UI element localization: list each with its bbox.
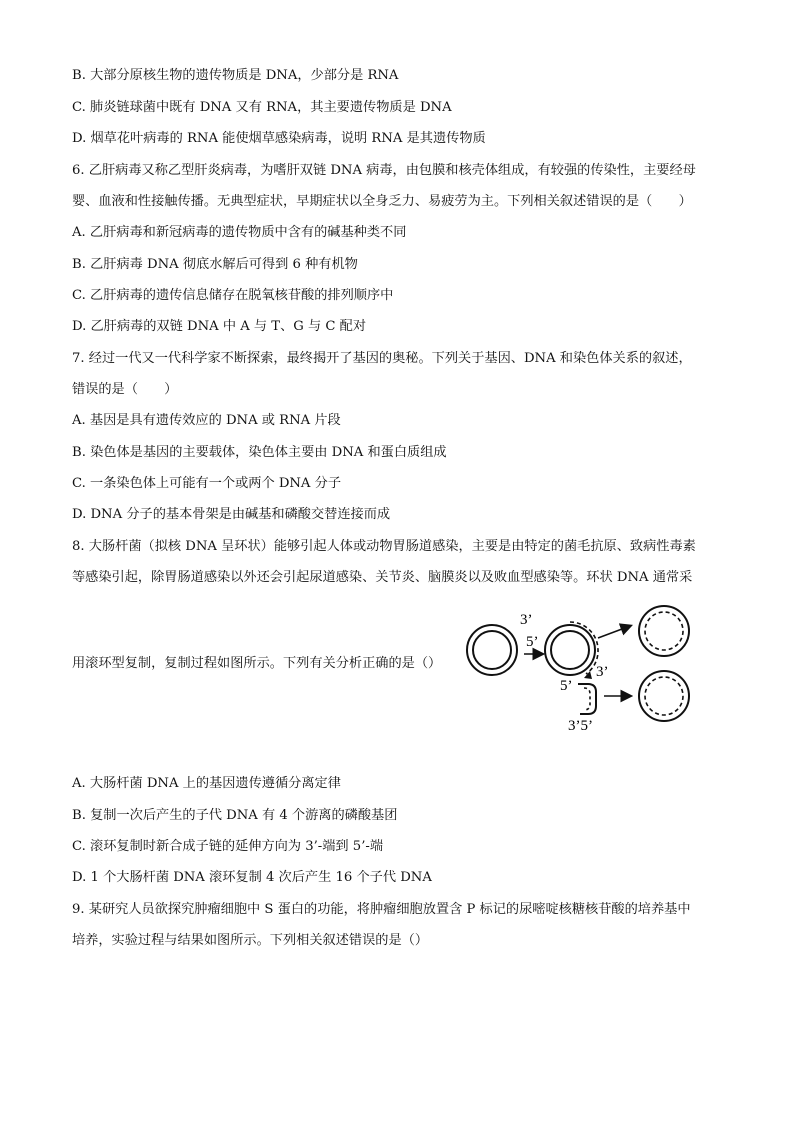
question-7-stem-2: 错误的是（ ） — [72, 382, 178, 397]
option-5d: D. 烟草花叶病毒的 RNA 能使烟草感染病毒，说明 RNA 是其遗传物质 — [72, 131, 486, 146]
option-8b: B. 复制一次后产生的子代 DNA 有 4 个游离的磷酸基团 — [72, 808, 398, 823]
question-8-stem-1: 8. 大肠杆菌（拟核 DNA 呈环状）能够引起人体或动物胃肠道感染，主要是由特定的菌毛抗原、致病性毒素 — [72, 539, 696, 554]
replicating-dna-circle — [545, 622, 598, 679]
option-7d: D. DNA 分子的基本骨架是由碱基和磷酸交替连接而成 — [72, 507, 391, 522]
question-8-stem-3: 用滚环型复制，复制过程如图所示。下列有关分析正确的是（） — [72, 656, 442, 671]
option-6b: B. 乙肝病毒 DNA 彻底水解后可得到 6 种有机物 — [72, 257, 358, 272]
rolling-circle-replication-diagram — [462, 598, 712, 738]
option-8d: D. 1 个大肠杆菌 DNA 滚环复制 4 次后产生 16 个子代 DNA — [72, 870, 432, 885]
daughter-dna-circle-2 — [639, 671, 689, 721]
option-6d: D. 乙肝病毒的双链 DNA 中 A 与 T、G 与 C 配对 — [72, 319, 367, 334]
option-8a: A. 大肠杆菌 DNA 上的基因遗传遵循分离定律 — [72, 776, 341, 791]
arrow-2 — [598, 626, 630, 638]
question-7-stem-1: 7. 经过一代又一代科学家不断探索，最终揭开了基因的奥秘。下列关于基因、DNA 和染色体关系的叙述， — [72, 351, 692, 366]
option-5b: B. 大部分原核生物的遗传物质是 DNA，少部分是 RNA — [72, 68, 399, 83]
option-7c: C. 一条染色体上可能有一个或两个 DNA 分子 — [72, 476, 342, 491]
question-6-stem-1: 6. 乙肝病毒又称乙型肝炎病毒，为嗜肝双链 DNA 病毒，由包膜和核壳体组成，有较强的传染性，主要经母 — [72, 163, 696, 178]
option-5c: C. 肺炎链球菌中既有 DNA 又有 RNA，其主要遗传物质是 DNA — [72, 100, 452, 115]
option-7a: A. 基因是具有遗传效应的 DNA 或 RNA 片段 — [72, 413, 341, 428]
label-3prime-mid: 3’ — [596, 664, 609, 680]
option-7b: B. 染色体是基因的主要载体，染色体主要由 DNA 和蛋白质组成 — [72, 445, 447, 460]
option-6c: C. 乙肝病毒的遗传信息储存在脱氧核苷酸的排列顺序中 — [72, 288, 394, 303]
question-8-stem-2: 等感染引起，除胃肠道感染以外还会引起尿道感染、关节炎、脑膜炎以及败血型感染等。环状 DNA 通常采 — [72, 570, 693, 585]
question-9-stem-2: 培养，实验过程与结果如图所示。下列相关叙述错误的是（） — [72, 933, 429, 948]
parent-dna-circle — [467, 625, 517, 675]
question-9-stem-1: 9. 某研究人员欲探究肿瘤细胞中 S 蛋白的功能，将肿瘤细胞放置含 P 标记的尿嘧啶核糖核苷酸的培养基中 — [72, 902, 691, 917]
option-6a: A. 乙肝病毒和新冠病毒的遗传物质中含有的碱基种类不同 — [72, 225, 407, 240]
question-6-stem-2: 婴、血液和性接触传播。无典型症状，早期症状以全身乏力、易疲劳为主。下列相关叙述错误的是（ ） — [72, 194, 692, 209]
label-3prime-top: 3’ — [520, 612, 533, 628]
label-5prime-top: 5’ — [526, 634, 539, 650]
label-3prime-5prime-bottom: 3’5’ — [568, 718, 593, 734]
label-5prime-strand: 5’ — [560, 678, 573, 694]
daughter-dna-circle-1 — [639, 606, 689, 656]
option-8c: C. 滚环复制时新合成子链的延伸方向为 3’-端到 5’-端 — [72, 839, 384, 854]
